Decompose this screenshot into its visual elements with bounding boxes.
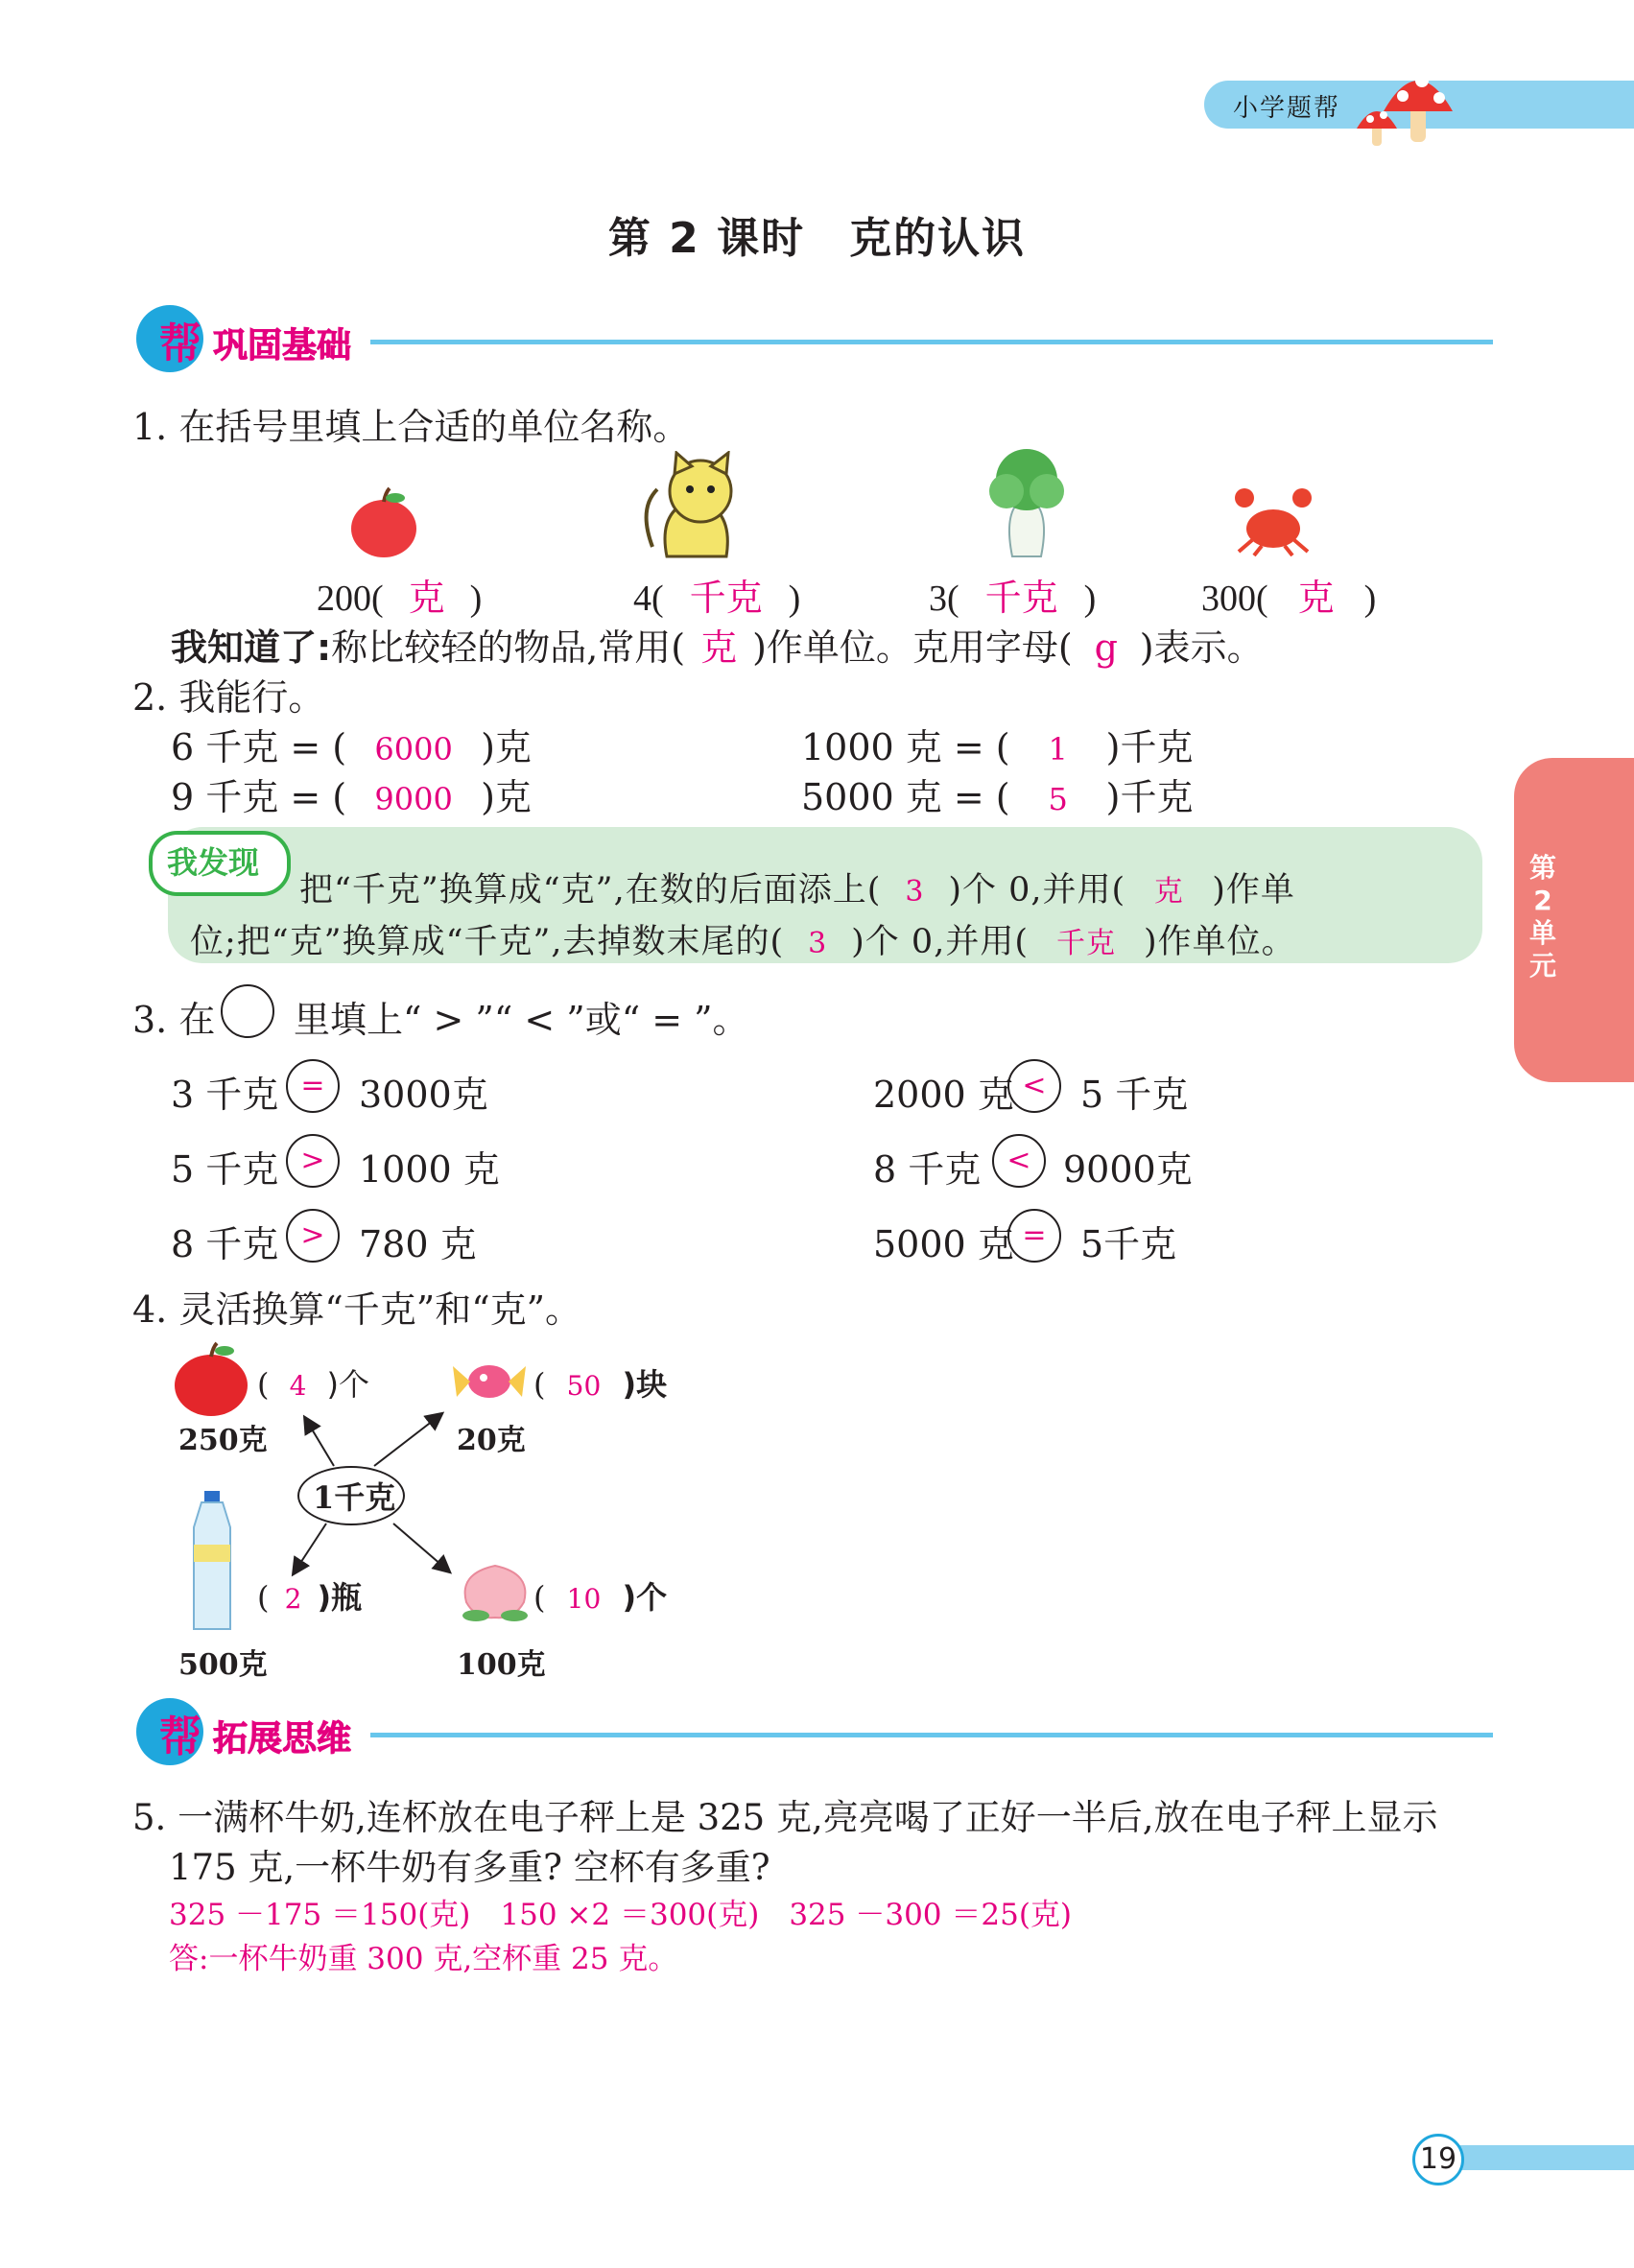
q3-answer-circle: = [1007, 1209, 1061, 1263]
q5-line-2: 175 克,一杯牛奶有多重? 空杯有多重? [169, 1847, 770, 1888]
q3-prompt-b: 里填上“ > ”“ < ”或“ = ”。 [294, 999, 749, 1041]
know-text: 称比较轻的物品,常用( [331, 626, 686, 669]
know-answer-unit: 克 [700, 626, 738, 669]
candy-icon [451, 1353, 528, 1410]
q3-right: 780 克 [359, 1223, 477, 1265]
q3-right: 9000克 [1063, 1148, 1193, 1191]
discover-line-1 [299, 863, 1295, 911]
apple-icon [345, 484, 422, 561]
arrows [278, 1401, 461, 1593]
q3-answer-circle: < [992, 1134, 1046, 1188]
q3-right: 3000克 [359, 1074, 488, 1116]
water-bottle-icon [188, 1489, 236, 1633]
q3-left: 8 千克 [873, 1148, 982, 1191]
discover-answer: 千克 [1056, 927, 1116, 960]
q2-right: )千克 [1105, 776, 1194, 818]
q4-answer: 4 [289, 1370, 307, 1402]
q4-prompt: 4. 灵活换算“千克”和“克”。 [132, 1288, 582, 1331]
crab-icon [1233, 484, 1314, 556]
q1-answer: 克 [408, 577, 445, 619]
cabbage-icon [983, 441, 1070, 561]
discover-line-2 [190, 915, 1296, 963]
q2-row [171, 718, 532, 770]
know-answer-letter: g [1094, 626, 1118, 669]
discover-text: )作单 [1212, 871, 1295, 910]
q1-answer: 千克 [984, 577, 1058, 619]
know-text: )表示。 [1139, 626, 1264, 669]
q4-item-peach [533, 1573, 667, 1618]
q2-row [801, 718, 1193, 770]
discover-answer: 3 [808, 927, 828, 960]
q2-answer: 9000 [374, 781, 453, 817]
discover-text: )个 0,并用( [851, 923, 1029, 961]
q3-answer-circle: = [286, 1059, 340, 1113]
section-title-extend: 拓展思维 [213, 1719, 352, 1759]
page-title: 第 2 课时 克的认识 [607, 214, 1027, 263]
q4-unit: )个 [622, 1579, 668, 1616]
q1-item-suffix: ) [1363, 579, 1377, 619]
q3-right: 5千克 [1080, 1223, 1177, 1265]
q1-item-2 [633, 568, 800, 621]
know-label: 我知道了: [171, 626, 332, 669]
q2-answer: 6000 [374, 731, 453, 768]
section-bang: 帮 [159, 1713, 201, 1761]
cat-icon [638, 451, 763, 561]
mushroom-icon [1343, 56, 1468, 152]
q3-prompt-circle [221, 984, 274, 1038]
q4-weight: 20克 [457, 1424, 526, 1457]
q1-item-suffix: ) [788, 579, 801, 619]
q2-prompt: 2. 我能行。 [132, 676, 325, 719]
q2-right: )克 [481, 776, 532, 818]
q4-unit: )块 [622, 1366, 668, 1403]
q4-unit: )瓶 [317, 1579, 363, 1616]
peach-icon [457, 1554, 533, 1623]
q4-item-candy [533, 1360, 667, 1405]
q2-left: 6 千克 = ( [171, 726, 347, 768]
discover-text: 位;把“克”换算成“千克”,去掉数末尾的( [190, 923, 785, 961]
q4-answer: 2 [284, 1583, 302, 1615]
q1-item-prefix: 3( [929, 579, 959, 619]
unit-side-tab-label: 第2单元 [1528, 852, 1556, 981]
q3-answer-circle: > [286, 1209, 340, 1263]
q1-item-1 [317, 568, 482, 621]
open-paren: ( [533, 1579, 546, 1616]
discover-text: )个 0,并用( [948, 871, 1126, 910]
q1-prompt: 1. 在括号里填上合适的单位名称。 [132, 406, 690, 448]
q1-answer: 克 [1297, 577, 1335, 619]
q1-item-suffix: ) [1083, 579, 1097, 619]
q3-left: 2000 克 [873, 1074, 1014, 1116]
q4-unit: )个 [326, 1366, 369, 1403]
q2-answer: 1 [1048, 731, 1068, 768]
q3-answer-circle: > [286, 1134, 340, 1188]
discover-text: 把“千克”换算成“克”,在数的后面添上( [299, 871, 882, 910]
section-title-basic: 巩固基础 [213, 326, 352, 366]
q2-left: 1000 克 = ( [801, 726, 1010, 768]
section-divider [370, 1733, 1493, 1737]
q2-row [171, 768, 532, 820]
q2-left: 5000 克 = ( [801, 776, 1010, 818]
q3-left: 5 千克 [171, 1148, 279, 1191]
q4-weight: 100克 [457, 1648, 546, 1682]
q1-item-prefix: 300( [1201, 579, 1268, 619]
q3-prompt-a: 3. 在 [132, 999, 216, 1041]
q4-answer: 50 [566, 1370, 602, 1402]
q4-weight: 250克 [178, 1424, 268, 1457]
open-paren: ( [257, 1366, 270, 1403]
q3-left: 5000 克 [873, 1223, 1014, 1265]
q3-answer-circle: < [1007, 1059, 1061, 1113]
q3-left: 8 千克 [171, 1223, 279, 1265]
q2-answer: 5 [1048, 781, 1068, 817]
q1-item-suffix: ) [469, 579, 483, 619]
know-text: )作单位。克用字母( [752, 626, 1073, 669]
q3-right: 1000 克 [359, 1148, 500, 1191]
discover-text: )作单位。 [1144, 923, 1296, 961]
open-paren: ( [533, 1366, 546, 1403]
section-bang: 帮 [159, 319, 201, 368]
center-label: 1千克 [313, 1479, 396, 1516]
q2-row [801, 768, 1193, 820]
q4-item-bottle [257, 1573, 362, 1618]
q4-item-apple [257, 1360, 369, 1405]
apple-icon [173, 1341, 254, 1418]
q3-right: 5 千克 [1080, 1074, 1189, 1116]
q4-weight: 500克 [178, 1648, 268, 1682]
q1-item-prefix: 4( [633, 579, 664, 619]
q4-answer: 10 [566, 1583, 602, 1615]
discover-answer: 3 [905, 875, 925, 909]
q5-answer-final: 答:一杯牛奶重 300 克,空杯重 25 克。 [169, 1942, 678, 1976]
q5-line-1: 5. 一满杯牛奶,连杯放在电子秤上是 325 克,亮亮喝了正好一半后,放在电子秤上显示 [132, 1797, 1438, 1838]
section-divider [370, 340, 1493, 344]
q3-left: 3 千克 [171, 1074, 279, 1116]
q2-right: )克 [481, 726, 532, 768]
discover-answer: 克 [1153, 875, 1184, 909]
q2-left: 9 千克 = ( [171, 776, 347, 818]
q1-item-3 [929, 568, 1096, 621]
q2-right: )千克 [1105, 726, 1194, 768]
open-paren: ( [257, 1579, 270, 1616]
q5-answer-work: 325 －175 ＝150(克) 150 ×2 ＝300(克) 325 －300 ＝25(克) [169, 1898, 1073, 1932]
q1-know-line [171, 618, 1264, 671]
discover-badge-label: 我发现 [167, 844, 260, 881]
q1-item-4 [1201, 568, 1376, 621]
page-number: 19 [1412, 2134, 1464, 2185]
brand-name: 小学题帮 [1233, 94, 1341, 123]
q1-answer: 千克 [689, 577, 763, 619]
q1-item-prefix: 200( [317, 579, 384, 619]
